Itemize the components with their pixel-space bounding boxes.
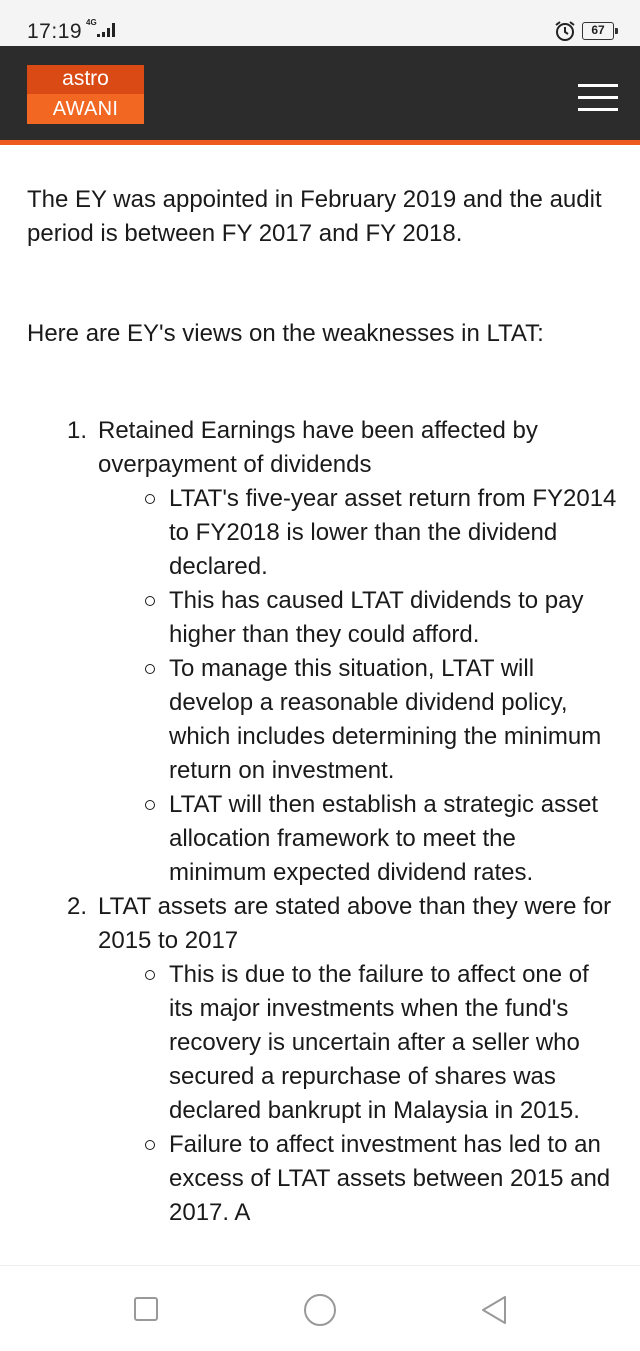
alarm-icon (554, 20, 576, 42)
sub-list (98, 958, 617, 1230)
recent-apps-icon[interactable] (134, 1297, 158, 1321)
sub-list-item: LTAT will then establish a strategic asset allocation framework to meet the minimum expected dividend rates. (98, 788, 617, 890)
status-bar (0, 0, 640, 46)
list-number: 2. (67, 893, 88, 920)
battery-icon: 67 (582, 22, 614, 40)
sub-list (98, 482, 617, 890)
hamburger-menu-icon[interactable] (578, 84, 622, 114)
list-item (27, 414, 617, 890)
logo-bottom-text: AWANI (27, 94, 144, 124)
back-icon[interactable] (479, 1294, 509, 1326)
sub-list-item: LTAT's five-year asset return from FY2014 to FY2018 is lower than the dividend declared. (98, 482, 617, 584)
list-item-text: Retained Earnings have been affected by overpayment of dividends (98, 417, 538, 478)
navigation-bar (0, 1265, 640, 1351)
signal-icon (86, 18, 120, 47)
sub-list-item: This has caused LTAT dividends to pay higher than they could afford. (98, 584, 617, 652)
list-item (27, 890, 617, 1230)
astro-awani-logo[interactable] (27, 65, 144, 124)
network-type: 4G (86, 18, 97, 27)
app-header (0, 46, 640, 140)
weakness-list (27, 414, 617, 1230)
article-paragraph: The EY was appointed in February 2019 and the audit period is between FY 2017 and FY 2018. (27, 186, 602, 247)
article-paragraph: Here are EY's views on the weaknesses in LTAT: (27, 320, 544, 347)
home-icon[interactable] (304, 1294, 336, 1326)
logo-top-text: astro (27, 65, 144, 94)
sub-list-item: Failure to affect investment has led to an excess of LTAT assets between 2015 and 2017. A (98, 1128, 617, 1230)
sub-list-item: To manage this situation, LTAT will develop a reasonable dividend policy, which includes determining the minimum return on investment. (98, 652, 617, 788)
list-number: 1. (67, 417, 88, 444)
sub-list-item: This is due to the failure to affect one of its major investments when the fund's recovery is uncertain after a seller who secured a repurchase of shares was declared bankrupt in Malaysia in 2015. (98, 958, 617, 1128)
article-body (0, 145, 640, 1265)
list-item-text: LTAT assets are stated above than they were for 2015 to 2017 (98, 893, 612, 954)
status-time: 17:19 (27, 20, 83, 43)
